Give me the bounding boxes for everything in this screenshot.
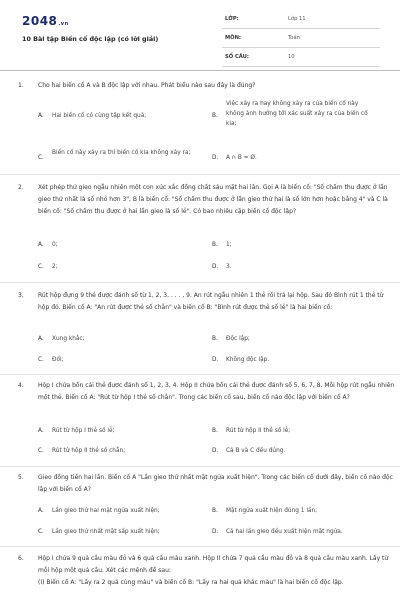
question-number: 5.	[18, 474, 24, 481]
option-text: 1;	[226, 242, 232, 248]
site-logo[interactable]	[22, 14, 69, 28]
option-text: A ∩ B = Ø.	[226, 155, 257, 161]
option-label: D.	[212, 357, 219, 363]
option-text: 2;	[52, 264, 58, 270]
question-text: Gieo đồng tiền hai lần. Biến cố A "Lần gieo thứ nhất mặt ngửa xuất hiện". Trong các biến cố dưới đây, biến cố nào độc lập với biến cố A?	[38, 474, 393, 493]
option-label: A.	[38, 336, 44, 342]
meta-value: 10	[285, 48, 380, 67]
question-divider	[0, 282, 400, 283]
option-label: D.	[212, 448, 219, 454]
option-label: C.	[38, 357, 44, 363]
question-number: 4.	[18, 382, 24, 389]
option-text: Không độc lập.	[226, 357, 270, 363]
logo-suffix: .vn	[58, 21, 69, 27]
option-label: C.	[38, 529, 44, 535]
option-text: Rút từ hộp II thẻ số lẻ;	[226, 428, 291, 434]
question-text: Cho hai biến cố A và B độc lập với nhau. Phát biểu nào sau đây là đúng?	[38, 82, 256, 89]
question-number: 6.	[18, 555, 24, 562]
option-text: Hai biến cố có cùng tập kết quả;	[52, 113, 147, 119]
option-text: Biến cố này xảy ra thì biến cố kia không xảy ra;	[52, 150, 191, 156]
option-label: C.	[38, 155, 44, 161]
page-title: 10 Bài tập Biến cố độc lập (có lời giải)	[22, 35, 159, 43]
question-divider	[0, 174, 400, 175]
option-label: B.	[212, 428, 218, 434]
option-text: Cả B và C đều đúng.	[226, 448, 286, 454]
option-text: Mặt ngửa xuất hiện đúng 1 lần;	[226, 508, 318, 514]
question-number: 2.	[18, 184, 24, 191]
meta-row-count	[222, 48, 380, 67]
option-label: B.	[212, 113, 218, 119]
option-text: 3.	[226, 264, 232, 270]
option-text: Lần gieo thứ hai mặt ngửa xuất hiện;	[52, 508, 160, 514]
document-header	[0, 0, 400, 68]
option-label: C.	[38, 264, 44, 270]
option-label: A.	[38, 428, 44, 434]
question-divider	[0, 546, 400, 547]
option-text: Độc lập;	[226, 336, 250, 342]
meta-value: Lớp 11	[285, 10, 380, 29]
question-text: Xét phép thử gieo ngẫu nhiên một con xúc xắc đồng chất sáu mặt hai lần. Gọi A là biến cố: "Số chấm thu được ở lần gieo thứ nhất là số nhỏ hơn 3", B là biến cố: "Số chấm thu được ở lần gieo thứ hai là số lớn hơn hoặc bằng 4" và C là biến cố: "Số chấm thu được ở hai lần gieo là số lẻ". Có bao nhiêu cặp biến cố độc lập?	[38, 184, 388, 215]
meta-table	[222, 10, 380, 67]
option-label: A.	[38, 242, 44, 248]
statement-text: (I) Biến cố A: "Lấy ra 2 quả cùng màu" và biến cố B: "Lấy ra hai quả khác màu" là hai biến cố độc lập.	[38, 579, 344, 586]
question-text: Hộp I chứa 9 quả cầu màu đỏ và 6 quả cầu màu xanh. Hộp II chứa 7 quả cầu màu đỏ và 8 quả cầu màu xanh. Lấy từ mỗi hộp một quả cầu. Xét các mệnh đề sau:	[38, 555, 389, 574]
option-label: B.	[212, 336, 218, 342]
meta-key: SỐ CÂU:	[222, 48, 285, 67]
option-label: A.	[38, 508, 44, 514]
question-number: 1.	[18, 82, 24, 89]
option-text: Việc xảy ra hay không xảy ra của biến cố này không ảnh hưởng tới xác suất xảy ra của biến cố kia;	[226, 101, 368, 127]
logo-text: 2048	[22, 14, 58, 28]
option-text: Lần gieo thứ nhất mặt sấp xuất hiện;	[52, 529, 160, 535]
option-text: Đối;	[52, 357, 64, 363]
option-text: Rút từ hộp I thẻ số lẻ;	[52, 428, 115, 434]
option-text: Xung khắc;	[52, 336, 85, 342]
question-divider	[0, 374, 400, 375]
question-text: Rút hộp đựng 9 thẻ được đánh số từ 1, 2, 3, . . . , 9. An rút ngẫu nhiên 1 thẻ rồi trả lại hộp. Sau đó Bình rút 1 thẻ từ hộp đó. Biến cố A: "An rút được thẻ số chẵn" và biến cố B: "Bình rút được thẻ số lẻ" là hai biến cố:	[38, 292, 384, 311]
option-label: B.	[212, 508, 218, 514]
option-label: B.	[212, 242, 218, 248]
option-text: Rút từ hộp II thẻ số chẵn;	[52, 448, 126, 454]
question-text: Hộp I chứa bốn cái thẻ được đánh số 1, 2, 3, 4. Hộp II chứa bốn cái thẻ được đánh số 5, 6, 7, 8. Mỗi hộp rút ngẫu nhiên một thẻ. Biến cố A: "Rút từ hộp I thẻ số chẵn". Trong các biến cố sau, biến cố nào độc lập với biến cố A?	[38, 382, 395, 401]
meta-key: MÔN:	[222, 29, 285, 48]
option-text: 0;	[52, 242, 58, 248]
meta-row-grade	[222, 10, 380, 29]
question-divider	[0, 466, 400, 467]
question-number: 3.	[18, 292, 24, 299]
meta-value: Toán	[285, 29, 380, 48]
option-text: Cả hai lần gieo đều xuất hiện mặt ngửa.	[226, 529, 343, 535]
option-label: D.	[212, 529, 219, 535]
option-label: A.	[38, 113, 44, 119]
meta-key: LỚP:	[222, 10, 285, 29]
option-label: C.	[38, 448, 44, 454]
option-label: D.	[212, 264, 219, 270]
meta-row-subject	[222, 29, 380, 48]
option-label: D.	[212, 155, 219, 161]
header-divider	[0, 70, 400, 71]
